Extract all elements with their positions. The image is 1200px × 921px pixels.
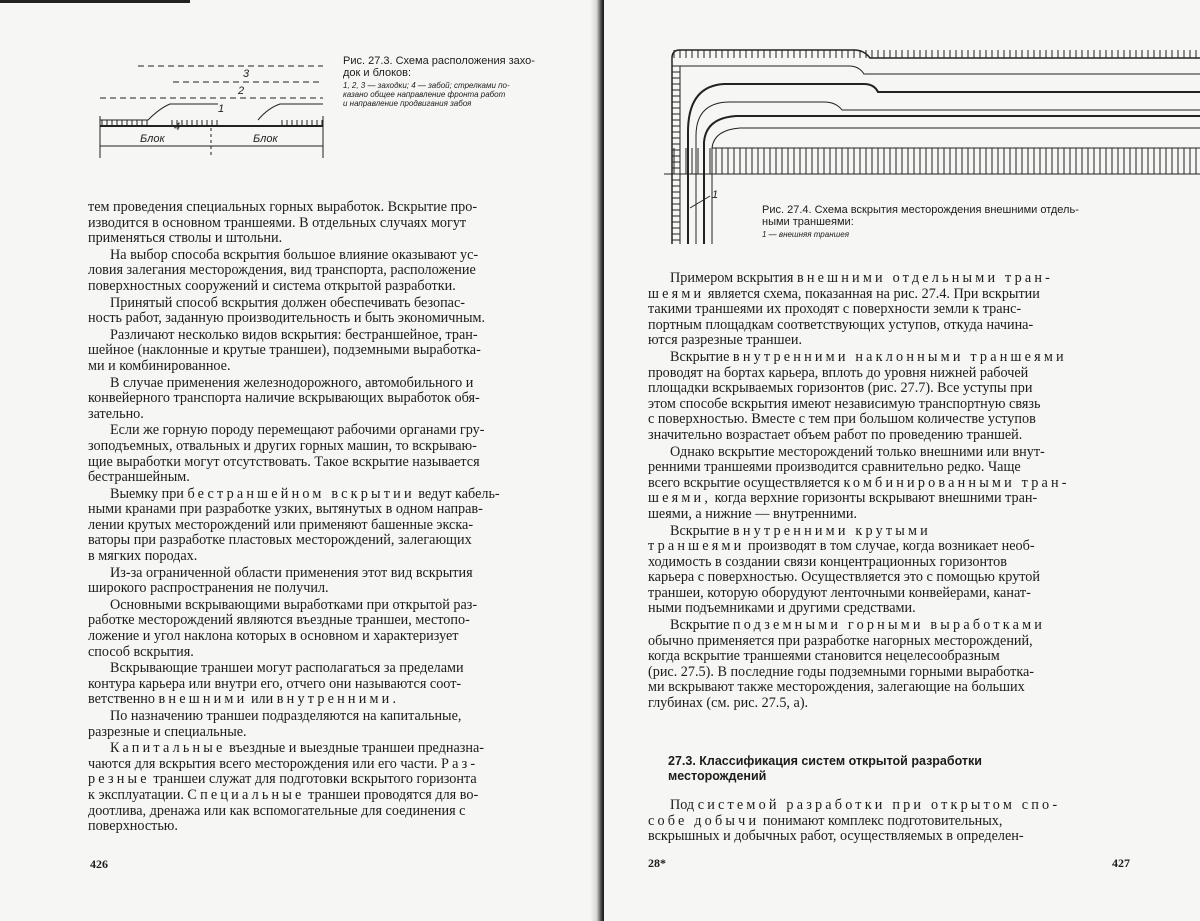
paragraph: Принятый способ вскрытия должен обеспечивать безопас- ность работ, заданную производительность и быть экономичным.	[88, 294, 486, 327]
paragraph: В случае применения железнодорожного, автомобильного и конвейерного транспорта наличие вскрывающих выработок обя- зательно.	[88, 374, 480, 422]
paragraph: Вскрытие подземными горными выработками обычно применяется при разработке нагорных месторождений, когда вскрытие траншеями становится нецелесообразным (рис. 27.5). В последние годы подземными горными выработка- ми вскрывают также месторождения, залегающие на больших глубинах (см. рис. 27.5, а).	[648, 617, 1046, 712]
caption-title: Рис. 27.3. Схема расположения захо- док и блоков:	[343, 55, 535, 79]
right-body-text	[648, 271, 1142, 713]
paragraph: тем проведения специальных горных выработок. Вскрытие про- изводится в основном траншеями. В отдельных случаях могут применяться стволы и штольни.	[88, 199, 478, 247]
paragraph: На выбор способа вскрытия большое влияние оказывают ус- ловия залегания месторождения, вид транспорта, расположение поверхностных сооружений и система открытой разработки.	[88, 246, 479, 294]
paragraph: Капитальные въездные и выездные траншеи предназна- чаются для вскрытия всего месторождения или его части. Раз- резные траншеи служат для подготовки вскрытого горизонта к эксплуатации. Специальные траншеи проводятся для во- доотлива, дренажа или как вспомогательные для соединения с поверхностью.	[88, 740, 484, 835]
page-number: 426	[90, 857, 108, 871]
figure-label-1: 1	[218, 103, 225, 115]
left-body-text	[88, 200, 576, 836]
right-page	[604, 0, 1200, 921]
figure-label-3: 3	[243, 68, 250, 80]
paragraph: По назначению траншеи подразделяются на капитальные, разрезные и специальные.	[88, 708, 462, 740]
paragraph: Однако вскрытие месторождений только внешними или внут- ренними траншеями производится сравнительно редко. Чаще всего вскрытие осуществляется комбинированными тран- шеями, когда верхние горизонты вскрывают внешними тран- шеями, а нижние — внутренними.	[648, 443, 1070, 522]
paragraph: Примером вскрытия внешними отдельными тран- шеями является схема, показанная на рис. 27.4. При вскрытии такими траншеями их проходят с поверхности земли к транс- портным площадкам соответствующих уступов, откуда начина- ются разрезные траншеи.	[648, 270, 1054, 349]
scan-corner-mark	[0, 0, 190, 3]
caption-title: Рис. 27.4. Схема вскрытия месторождения внешними отдель- ными траншеями:	[762, 204, 1079, 228]
figure-label-1: 1	[712, 189, 719, 201]
caption-legend: 1, 2, 3 — заходки; 4 — забой; стрелками по- казано общее направление фронта работ и направление продвигания забоя	[343, 81, 510, 108]
figure-label-2: 2	[238, 85, 245, 97]
paragraph: Из-за ограниченной области применения этот вид вскрытия широкого распространения не получил.	[88, 564, 473, 597]
figure-27-3-caption	[343, 55, 583, 108]
paragraph: Основными вскрывающими выработками при открытой раз- работке месторождений являются въездные траншеи, местопо- ложение и угол наклона которых в основном и характеризует способ вскрытия.	[88, 596, 478, 660]
section-heading: 27.3. Классификация систем открытой разработки месторождений	[668, 754, 982, 783]
figure-block-label-left: Блок	[140, 133, 165, 145]
paragraph: Вскрытие внутренними наклонными траншеями проводят на бортах карьера, вплоть до уровня нижней рабочей площадки вскрываемых горизонтов (рис. 27.7). Все уступы при этом способе вскрытия имеют независимую транспортную связь с поверхностью. Вместе с тем при большом количестве уступов значительно возрастает объем работ по проведению траншей.	[648, 348, 1067, 443]
left-page	[0, 0, 598, 921]
paragraph: Под системой разработки при открытом спо- собе добычи понимают комплекс подготовительных, вскрышных и добычных работ, осуществляемых в определен-	[648, 797, 1061, 845]
figure-block-label-right: Блок	[253, 133, 278, 145]
paragraph: Если же горную породу перемещают рабочими органами гру- зоподъемных, отвальных и других горных машин, то вскрываю- щие выработки могут отсутствовать. Такое вскрытие называется бестраншейным.	[88, 422, 485, 486]
caption-legend: 1 — внешняя траншея	[762, 230, 849, 239]
paragraph: Вскрытие внутренними крутыми траншеями производят в том случае, когда возникает необ- ходимость в создании связи концентрационных горизонтов карьера с поверхностью. Осуществляется это с помощью крутой траншеи, которую оборудуют ленточными конвейерами, канат- ными подъемниками и другими средствами.	[648, 522, 1040, 617]
figure-label-4: 4	[174, 121, 181, 133]
paragraph: Различают несколько видов вскрытия: бестраншейное, тран- шейное (наклонные и крутые траншеи), подземными выработка- ми и комбинированное.	[88, 326, 481, 374]
figure-27-3-diagram	[98, 58, 330, 158]
right-body-text-section	[648, 798, 1142, 846]
paragraph: Выемку при бестраншейном вскрытии ведут кабель- ными кранами при разработке узких, вытянутых в одном направ- лении крутых месторождений или применяют башенные экска- ваторы при разработке пластовых месторождений, залегающих в мягких породах.	[88, 485, 500, 565]
figure-27-4-caption	[762, 204, 1142, 239]
signature-mark: 28*	[648, 856, 666, 870]
paragraph: Вскрывающие траншеи могут располагаться за пределами контура карьера или внутри его, отчего они называются соот- ветственно внешними или внутренними.	[88, 660, 464, 708]
page-number: 427	[1112, 856, 1130, 870]
